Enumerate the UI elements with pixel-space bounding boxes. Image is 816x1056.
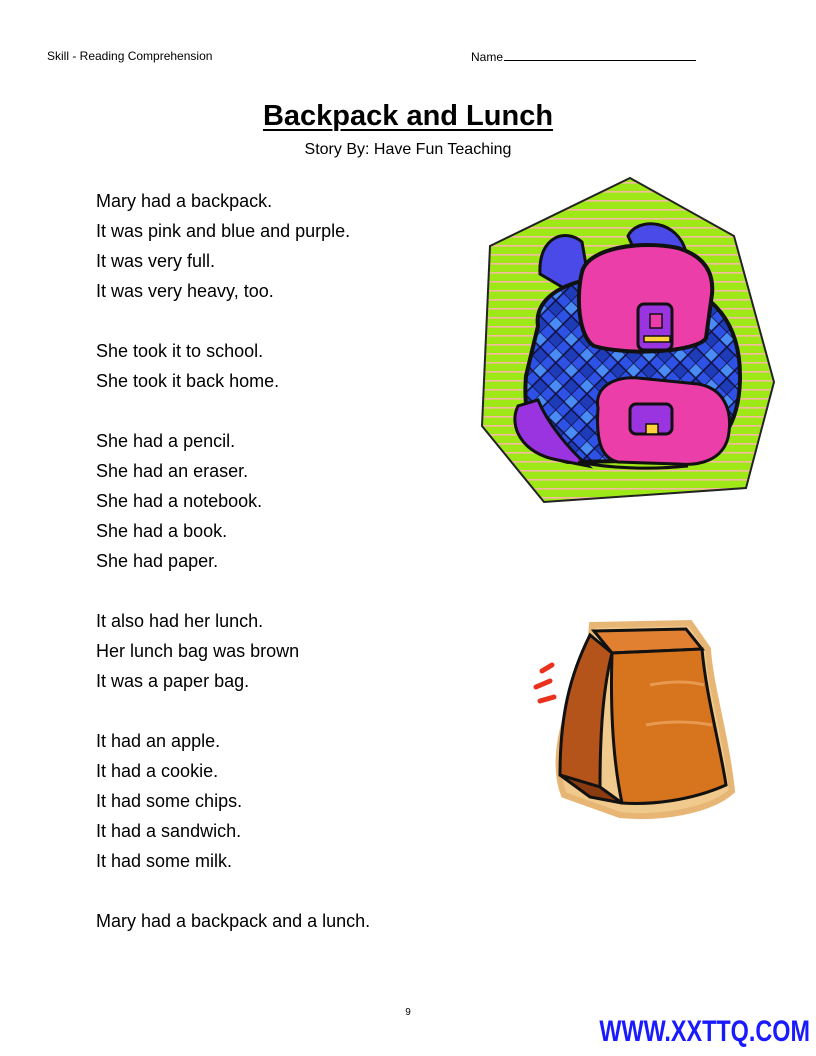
story-line: It had a cookie. [96, 761, 219, 781]
story-line: Her lunch bag was brown [96, 641, 300, 661]
name-label: Name [471, 50, 504, 64]
title-text: Backpack and Lunch [262, 100, 554, 132]
name-field[interactable] [471, 49, 696, 64]
story-line: She took it back home. [96, 371, 280, 391]
story-line: It had some milk. [96, 851, 233, 871]
story-line: It had an apple. [96, 731, 221, 751]
story-line: It had some chips. [96, 791, 243, 811]
story-line: It was pink and blue and purple. [96, 221, 351, 241]
story-line: She had a pencil. [96, 431, 236, 451]
story-line: She had paper. [96, 551, 219, 571]
story-line: She had a notebook. [96, 491, 263, 511]
backpack-icon [478, 176, 778, 508]
story-line: She had a book. [96, 521, 228, 541]
story-line: She had an eraser. [96, 461, 249, 481]
page-number: 9 [405, 1007, 411, 1018]
story-line: It was very heavy, too. [96, 281, 274, 301]
story-line: She took it to school. [96, 341, 264, 361]
byline: Story By: Have Fun Teaching [304, 141, 512, 158]
story-line: It also had her lunch. [96, 611, 264, 631]
story-line: It was a paper bag. [96, 671, 250, 691]
name-blank-line[interactable] [504, 49, 696, 61]
story-line: It had a sandwich. [96, 821, 242, 841]
story-line: Mary had a backpack. [96, 191, 273, 211]
story-text [96, 186, 370, 936]
skill-label: Skill - Reading Comprehension [47, 49, 213, 63]
paper-bag-icon [530, 615, 740, 825]
page-title [0, 100, 816, 133]
watermark: WWW.XXTTQ.COM [599, 1015, 810, 1048]
story-line: Mary had a backpack and a lunch. [96, 911, 371, 931]
story-line: It was very full. [96, 251, 216, 271]
